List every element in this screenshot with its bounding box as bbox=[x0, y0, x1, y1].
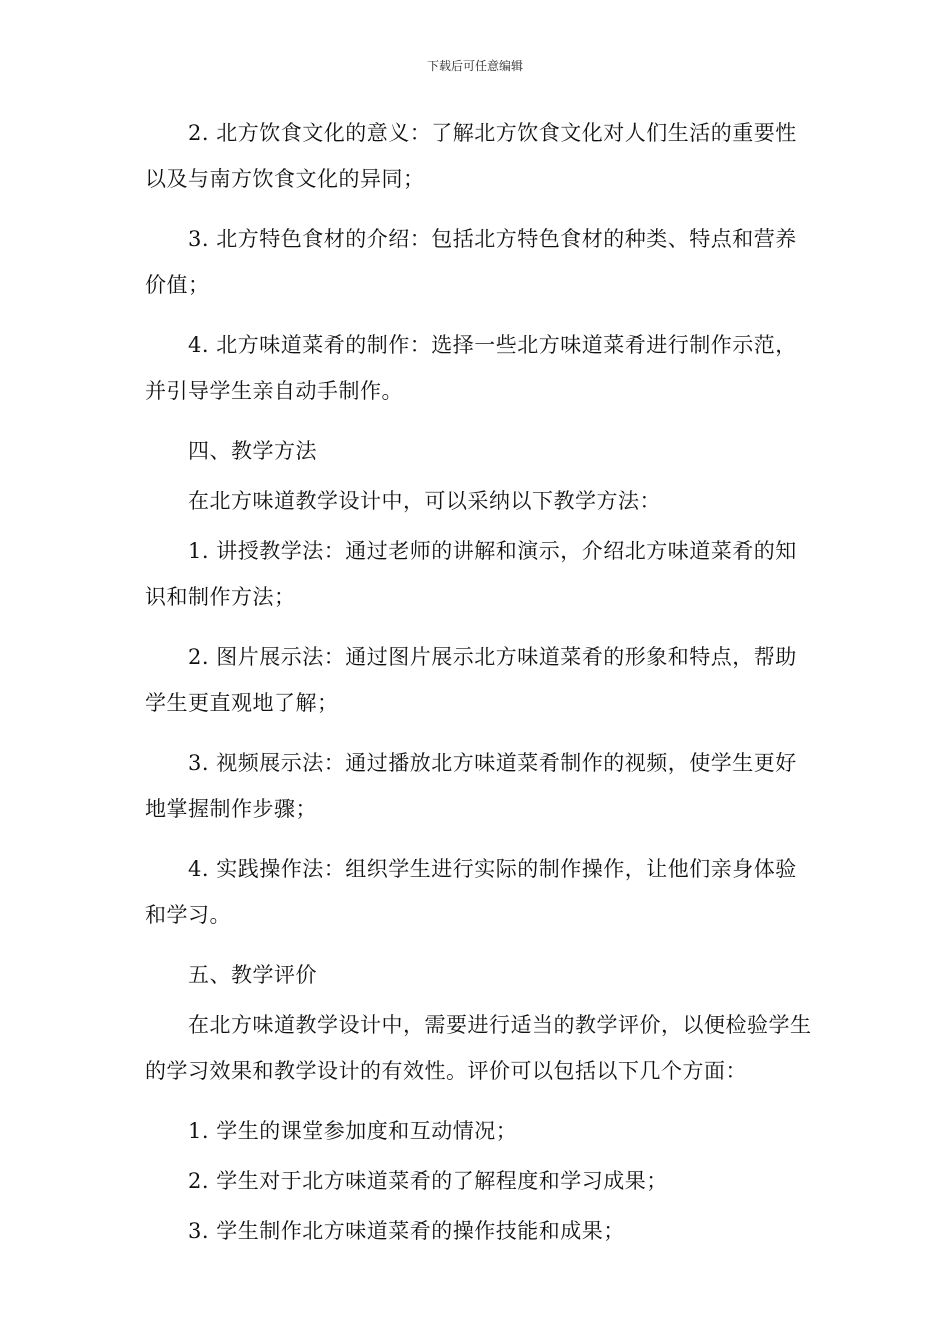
section-heading-evaluation: 五、教学评价 bbox=[188, 963, 317, 987]
list-item-ingredients: 3. 北方特色食材的介绍：包括北方特色食材的种类、特点和营养价值； bbox=[145, 227, 797, 297]
document-body bbox=[145, 110, 815, 1258]
method-lecture: 1. 讲授教学法：通过老师的讲解和演示，介绍北方味道菜肴的知识和制作方法； bbox=[145, 539, 797, 609]
evaluation-item-skills: 3. 学生制作北方味道菜肴的操作技能和成果； bbox=[188, 1219, 625, 1243]
method-video: 3. 视频展示法：通过播放北方味道菜肴制作的视频，使学生更好地掌握制作步骤； bbox=[145, 751, 797, 821]
evaluation-item-understanding: 2. 学生对于北方味道菜肴的了解程度和学习成果； bbox=[188, 1169, 668, 1193]
list-item-significance: 2. 北方饮食文化的意义：了解北方饮食文化对人们生活的重要性以及与南方饮食文化的异同； bbox=[145, 121, 797, 191]
page-header-note: 下载后可任意编辑 bbox=[426, 59, 523, 73]
list-item-cooking: 4. 北方味道菜肴的制作：选择一些北方味道菜肴进行制作示范，并引导学生亲自动手制作。 bbox=[145, 333, 797, 403]
method-pictures: 2. 图片展示法：通过图片展示北方味道菜肴的形象和特点，帮助学生更直观地了解； bbox=[145, 645, 797, 715]
method-practice: 4. 实践操作法：组织学生进行实际的制作操作，让他们亲身体验和学习。 bbox=[145, 857, 797, 927]
methods-intro: 在北方味道教学设计中，可以采纳以下教学方法： bbox=[188, 489, 661, 513]
section-heading-methods: 四、教学方法 bbox=[188, 439, 317, 463]
evaluation-item-participation: 1. 学生的课堂参加度和互动情况； bbox=[188, 1119, 518, 1143]
evaluation-intro: 在北方味道教学设计中，需要进行适当的教学评价，以便检验学生的学习效果和教学设计的有效性。评价可以包括以下几个方面： bbox=[145, 1013, 812, 1083]
